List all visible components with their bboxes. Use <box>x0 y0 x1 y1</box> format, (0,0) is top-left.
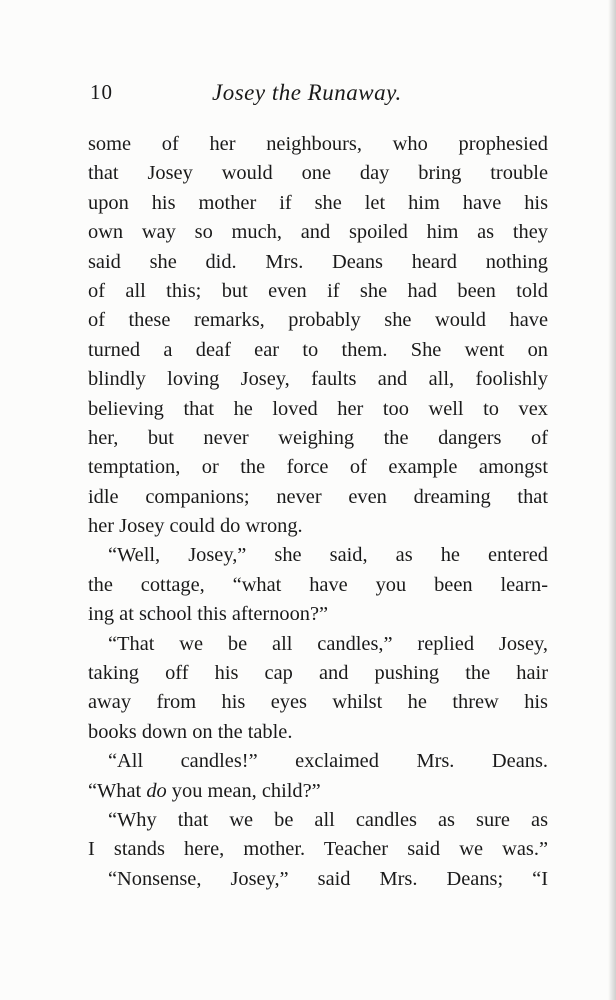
text-line: turned a deaf ear to them. She went on <box>88 338 548 361</box>
text-line: believing that he loved her too well to vex <box>88 397 548 420</box>
text-line: “Nonsense, Josey,” said Mrs. Deans; “I <box>108 867 548 890</box>
text-segment-italic: do <box>146 779 167 802</box>
text-line: own way so much, and spoiled him as they <box>88 221 548 244</box>
text-line: her Josey could do wrong. <box>88 515 303 538</box>
text-line: said she did. Mrs. Deans heard nothing <box>88 250 548 273</box>
text-line: of these remarks, probably she would have <box>88 309 548 332</box>
text-line <box>88 777 548 806</box>
text-line: of all this; but even if she had been told <box>88 279 548 302</box>
text-line: taking off his cap and pushing the hair <box>88 662 548 685</box>
text-line: “That we be all candles,” replied Josey, <box>108 632 548 655</box>
page-number: 10 <box>90 80 113 104</box>
text-line: upon his mother if she let him have his <box>88 191 548 214</box>
text-line: ing at school this afternoon?” <box>88 603 329 626</box>
text-line: books down on the table. <box>88 720 293 743</box>
text-line: the cottage, “what have you been learn- <box>88 573 548 596</box>
text-line: “Well, Josey,” she said, as he entered <box>108 544 548 567</box>
text-segment: you mean, child?” <box>166 779 321 802</box>
text-line: that Josey would one day bring trouble <box>88 162 548 185</box>
text-line: idle companions; never even dreaming that <box>88 485 548 508</box>
text-line: blindly loving Josey, faults and all, foolishly <box>88 368 548 391</box>
text-line: I stands here, mother. Teacher said we was.” <box>88 838 548 861</box>
text-line: “All candles!” exclaimed Mrs. Deans. <box>108 750 548 773</box>
text-line: some of her neighbours, who prophesied <box>88 133 548 155</box>
text-line: her, but never weighing the dangers of <box>88 426 548 449</box>
text-line: away from his eyes whilst he threw his <box>88 691 548 714</box>
page-edge-shadow <box>608 0 616 1000</box>
body-text <box>88 130 548 894</box>
running-header <box>90 80 540 112</box>
text-line: “Why that we be all candles as sure as <box>108 808 548 831</box>
text-segment: “What <box>88 779 147 802</box>
text-line: temptation, or the force of example amongst <box>88 456 548 479</box>
running-title: Josey the Runaway. <box>212 80 402 105</box>
